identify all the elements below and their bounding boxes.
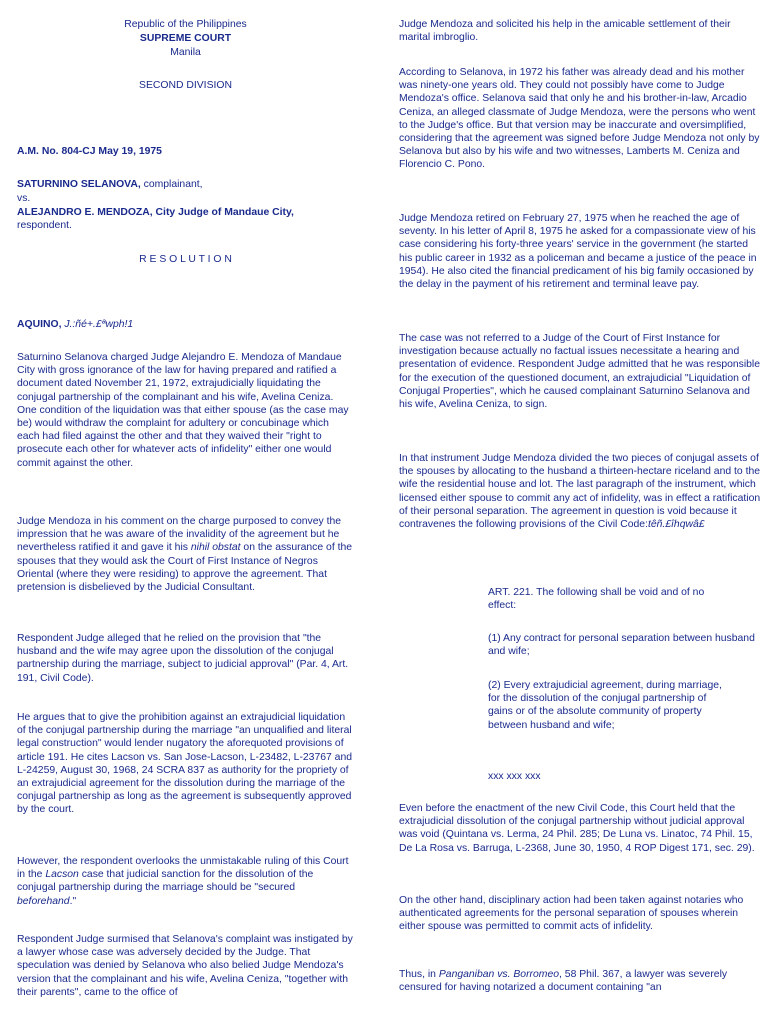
lacson-citation: Lacson [45,869,79,881]
right-paragraph-2: According to Selanova, in 1972 his father was already dead and his mother was ninety-one years old. They could not possibly have come to Judge Mendoza's office. Selanova said that only he and his brother-in-law, Arcadio Ceniza, an alleged classmate of Judge Mendoza, were the persons who went to the Judge's office. But that version may be inaccurate and oversimplified, considering that the agreement was signed before Judge Mendoza not only by Selanova but also by his wife and two witnesses, Lamberts M. Ceniza and Florencio C. Pono. [399,67,760,171]
case-number: A.M. No. 804-CJ May 19, 1975 [17,146,162,157]
quote-article-221: ART. 221. The following shall be void and of no effect: [488,587,705,612]
author-line [17,318,354,331]
right-paragraph-6: Even before the enactment of the new Civil Code, this Court held that the extrajudicial dissolution of the conjugal partnership without judicial approval was void (Quintana vs. Lerma, 24 Phil. 285; De Luna vs. Linatoc, 74 Phil. 15, De La Rosa vs. Barruga, L-2368, June 30, 1950, 4 ROP Digest 171, sec. 29). [399,803,755,854]
left-paragraph-4: He argues that to give the prohibition against an extrajudicial liquidation of the conjugal partnership during the marriage "an unqualified and literal legal construction" would lender nugatory the aforequoted provisions of article 191. He cites Lacson vs. San Jose-Lacson, L-23482, L-23767 and L-24259, August 30, 1968, 24 SCRA 837 as authority for the propriety of an extrajudicial agreement for the dissolution during the marriage of the conjugal partnership as long as the agreement is subsequently approved by the court. [17,712,353,816]
author-name: AQUINO, [17,319,62,330]
left-paragraph-5: However, the respondent overlooks the unmistakable ruling of this Court in the Lacson case that judicial sanction for the dissolution of the conjugal partnership during the marriage should be "secured beforehand." [17,856,349,907]
garbled-marker: têñ.£îhqwâ£ [647,519,705,531]
right-paragraph-7: On the other hand, disciplinary action had been taken against notaries who authenticated agreements for the personal separation of spouses wherein either spouse was permitted to commit acts of infidelity. [399,895,744,933]
resolution-title: R E S O L U T I O N [139,254,232,265]
panganiban-citation: Panganiban vs. Borromeo [438,969,560,980]
header-city: Manila [170,47,201,58]
left-paragraph-1: Saturnino Selanova charged Judge Alejandro E. Mendoza of Mandaue City with gross ignorance of the law for having prepared and ratified a document dated November 21, 1972, extrajudicially liquidating the conjugal partnership of the complainant and his wife, Avelina Ceniza. One condition of the liquidation was that either spouse (as the case may be) would withdraw the complaint for adultery or concubinage which each had filed against the other and that they waived their "right to prosecute each other for whatever acts of infidelity" either one would commit against the other. [17,352,349,469]
case-complainant [17,178,354,191]
complainant-name: SATURNINO SELANOVA, [17,179,141,190]
case-vs: vs. [17,193,31,204]
right-paragraph-3: Judge Mendoza retired on February 27, 1975 when he reached the age of seventy. In his letter of April 8, 1975 he asked for a compassionate view of his case considering his forty-three years' service in the government (he started his public career in 1932 as a policeman and became a justice of the peace in 1954). He also cited the financial predicament of his big family occasioned by the delay in the payment of his retirement and terminal leave pay. [399,213,757,291]
right-paragraph-1: Judge Mendoza and solicited his help in the amicable settlement of their marital imbroglio. [399,19,731,44]
header-court: SUPREME COURT [139,33,232,44]
beforehand-emphasis: beforehand [17,895,70,907]
right-paragraph-4: The case was not referred to a Judge of the Court of First Instance for investigation because actually no factual issues necessitate a hearing and presentation of evidence. Respondent Judge admitted that he was responsible for the execution of the questioned document, an extrajudicial "Liquidation of Conjugal Properties", which he caused complainant Saturnino Selanova and his wife, Avelina Ceniza, to sign. [399,333,761,411]
left-paragraph-6: Respondent Judge surmised that Selanova's complaint was instigated by a lawyer whose case was adversely decided by the Judge. That speculation was denied by Selanova who also belied Judge Mendoza's version that the complainant and his wife, Avelina Ceniza, "together with their parents", came to the office of [17,934,353,998]
header-division: SECOND DIVISION [139,80,232,91]
author-suffix: J.:ñé+.£ªwph!1 [61,319,134,330]
respondent-name: ALEJANDRO E. MENDOZA, City Judge of Mandaue City, [17,207,294,218]
header-republic: Republic of the Philippines [124,19,247,30]
respondent-role: respondent. [17,220,72,232]
right-paragraph-5: In that instrument Judge Mendoza divided the two pieces of conjugal assets of the spouses by allocating to the husband a thirteen-hectare riceland and to the wife the residential house and lot. The last paragraph of the instrument, which licensed either spouse to commit any act of infidelity, was in effect a ratification of their personal separation. The agreement in question is void because it contravenes the following provisions of the Civil Code:têñ.£îhqwâ£ [399,453,761,531]
complainant-role: complainant, [140,179,203,190]
left-paragraph-3: Respondent Judge alleged that he relied on the provision that "the husband and the wife may agree upon the dissolution of the conjugal partnership during the marriage, subject to judicial approval" (Par. 4, Art. 191, Civil Code). [17,633,349,684]
right-paragraph-8: Thus, in Panganiban vs. Borromeo, 58 Phil. 367, a lawyer was severely censured for having notarized a document containing "an [399,969,728,994]
quote-ellipsis: xxx xxx xxx [488,771,541,782]
nihil-obstat: nihil obstat [190,542,241,554]
case-respondent [17,206,314,232]
quote-item-1: (1) Any contract for personal separation between husband and wife; [488,633,755,658]
left-paragraph-2: Judge Mendoza in his comment on the charge purposed to convey the impression that he was aware of the invalidity of the agreement but he nevertheless ratified it and gave it his nihil obstat on the assurance of the spouses that they would ask the Court of First Instance of Negros Oriental (where they were residing) to approve the agreement. That pretension is disbelieved by the Judicial Consultant. [17,516,353,594]
quote-item-2: (2) Every extrajudicial agreement, during marriage, for the dissolution of the conjugal partnership of gains or of the absolute community of property between husband and wife; [488,680,722,731]
